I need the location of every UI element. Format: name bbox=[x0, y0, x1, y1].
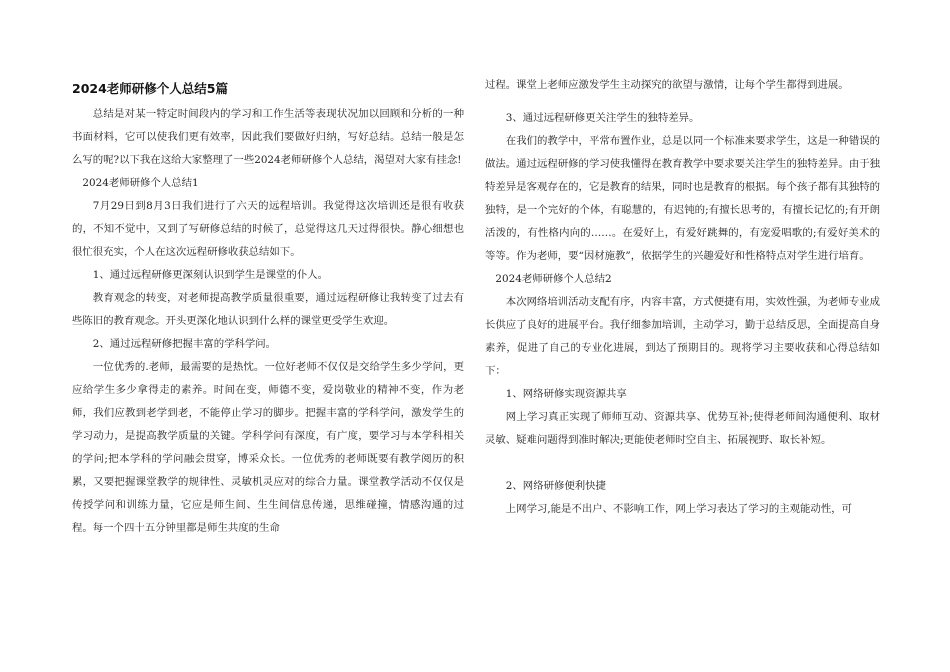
paragraph: 1、通过远程研修更深刻认识到学生是课堂的仆人。 bbox=[92, 269, 328, 281]
right-column bbox=[485, 74, 880, 521]
left-column bbox=[72, 70, 464, 540]
paragraph: 1、网络研修实现资源共享 bbox=[505, 388, 627, 400]
section-heading: 2024老师研修个人总结1 bbox=[82, 177, 199, 189]
paragraph-spacer bbox=[485, 452, 880, 475]
paragraph: 在我们的教学中，平常布置作业，总是以同一个标准来要求学生，这是一种错误的做法。通过远程研修的学习使我懂得在教育教学中要求要关注学生的独特差异。由于独特差异是客观存在的，它是教育的结果，同时也是教育的根据。每个孩子都有其独特的独特，是一个完好的个体，有聪慧的，有迟钝的;有擅长思考的，有擅长记忆的;有开朗活泼的，有性格内向的……。在爱好上，有爱好跳舞的，有宠爱唱歌的;有爱好美术的等等。作为老师，要“因材施教”，依据学生的兴趣爱好和性格特点对学生进行培育。 bbox=[485, 135, 880, 262]
paragraph: 7月29日到8月3日我们进行了六天的远程培训。我觉得这次培训还是很有收获的，不知不觉中，又到了写研修总结的时候了，总觉得这几天过得很快。静心细想也很忙很充实，个人在这次远程研修收获总结如下。 bbox=[72, 200, 464, 258]
paragraph-spacer bbox=[485, 97, 880, 107]
section-heading: 2024老师研修个人总结2 bbox=[495, 273, 612, 285]
document-title: 2024老师研修个人总结5篇 bbox=[72, 81, 228, 96]
paragraph: 2、网络研修便利快捷 bbox=[505, 480, 606, 492]
paragraph: 上网学习,能是不出户、不影响工作，网上学习表达了学习的主观能动性，可 bbox=[505, 503, 852, 515]
paragraph: 教育观念的转变，对老师提高教学质量很重要，通过远程研修让我转变了过去有些陈旧的教育观念。开头更深化地认识到什么样的课堂更受学生欢迎。 bbox=[72, 292, 464, 327]
paragraph: 本次网络培训活动支配有序，内容丰富，方式便捷有用，实效性强，为老师专业成长供应了良好的进展平台。我仔细参加培训，主动学习，勤于总结反思，全面提高自身素养，促进了自己的专业化进展，到达了预期目的。现将学习主要收获和心得总结如下： bbox=[485, 296, 880, 377]
paragraph: 过程。课堂上老师应激发学生主动探究的欲望与激情，让每个学生都得到进展。 bbox=[485, 79, 849, 91]
paragraph: 2、通过远程研修把握丰富的学科学问。 bbox=[92, 338, 277, 350]
paragraph: 一位优秀的.老师，最需要的是热忱。一位好老师不仅仅是交给学生多少学问，更应给学生多少拿得走的素养。时间在变，师德不变，爱岗敬业的精神不变，作为老师，我们应教到老学到老，不能停止学习的脚步。把握丰富的学科学问，激发学生的学习动力，是提高教学质量的关键。学科学问有深度，有广度，要学习与本学科相关的学问;把本学科的学问融会贯穿，博采众长。一位优秀的老师既要有教学阅历的积累，又要把握课堂教学的规律性、灵敏机灵应对的综合力量。课堂教学活动不仅仅是传授学问和训练力量，它应是师生间、生生间信息传递，思维碰撞，情感沟通的过程。每一个四十五分钟里都是师生共度的生命 bbox=[72, 361, 464, 534]
paragraph: 网上学习真正实现了师师互动、资源共享、优势互补;使得老师间沟通便利、取材灵敏、疑难问题得到准时解决;更能使老师时空自主、拓展视野、取长补短。 bbox=[485, 411, 880, 446]
paragraph: 总结是对某一特定时间段内的学习和工作生活等表现状况加以回顾和分析的一种书面材料，它可以使我们更有效率，因此我们要做好归纳，写好总结。总结一般是怎么写的呢?以下我在这给大家整理了一些2024老师研修个人总结，渴望对大家有挂念! bbox=[72, 108, 464, 166]
paragraph: 3、通过远程研修更关注学生的独特差异。 bbox=[505, 112, 700, 124]
